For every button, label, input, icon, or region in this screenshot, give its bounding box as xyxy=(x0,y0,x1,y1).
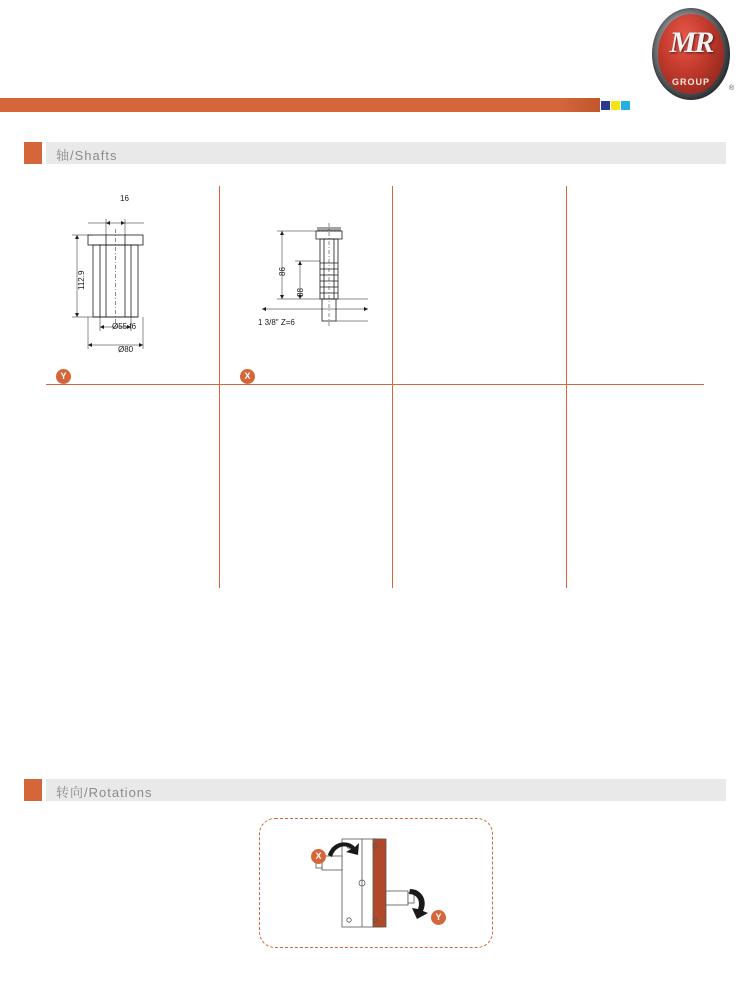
section-header-shafts xyxy=(24,142,726,164)
rotations-diagram-panel xyxy=(259,818,493,948)
shaft-drawings-area xyxy=(0,180,750,600)
rotation-diagram xyxy=(260,819,492,947)
view-marker-x: X xyxy=(240,369,255,384)
rotation-marker-x: X xyxy=(311,849,326,864)
header-accent-bar-gradient xyxy=(560,98,600,112)
dimension-label-spline: 1 3/8" Z=6 xyxy=(258,318,295,327)
shaft-side-view-drawing xyxy=(250,205,470,395)
registered-trademark-mark: ® xyxy=(728,85,734,92)
color-swatch-cyan xyxy=(621,101,630,110)
guide-line-vertical-3 xyxy=(566,186,567,588)
rotation-marker-y: Y xyxy=(431,910,446,925)
view-marker-y: Y xyxy=(56,369,71,384)
dimension-label-38: 38 xyxy=(296,288,305,297)
dimension-label-86: 86 xyxy=(278,267,287,276)
logo-initials: MR xyxy=(669,26,713,59)
section-header-rotations xyxy=(24,779,726,801)
section-header-tab xyxy=(24,779,42,801)
dimension-label-outer-diameter: Ø80 xyxy=(118,345,134,354)
header-accent-bar-fill xyxy=(0,98,598,112)
section-header-tab xyxy=(24,142,42,164)
color-swatch-blue xyxy=(601,101,610,110)
section-title-shafts: 轴/Shafts xyxy=(56,148,118,163)
section-header-background xyxy=(46,142,726,164)
logo-wordmark: GROUP xyxy=(671,77,710,87)
logo-inner-disc xyxy=(658,14,724,94)
header-accent-bar xyxy=(0,98,750,112)
shaft-front-view-drawing xyxy=(60,205,260,395)
dimension-label-bore-diameter: Ø55 f6 xyxy=(112,322,137,331)
company-logo xyxy=(650,6,734,110)
section-title-rotations: 转向/Rotations xyxy=(56,785,153,800)
dimension-label-16: 16 xyxy=(120,194,129,203)
dimension-label-112-9: 112.9 xyxy=(77,270,86,290)
color-swatch-yellow xyxy=(611,101,620,110)
